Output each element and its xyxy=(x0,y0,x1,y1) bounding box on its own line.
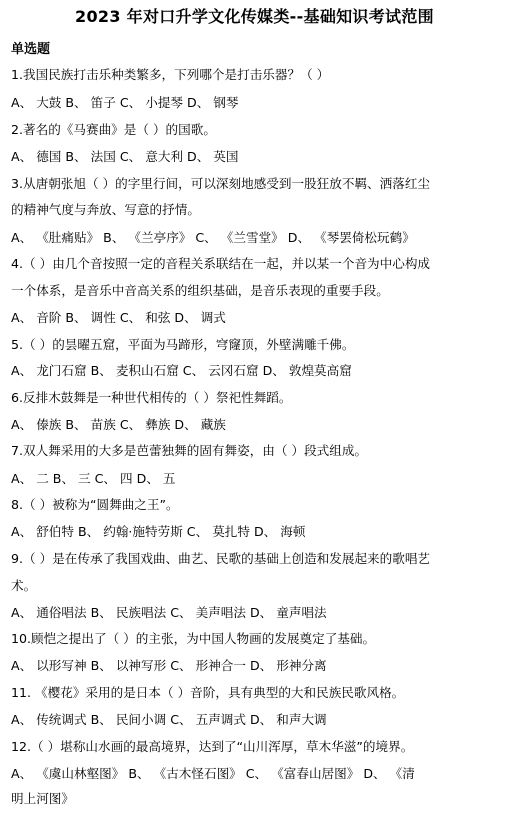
question-5-text: 5.（ ）的昙曜五窟，平面为马蹄形，穹窿顶，外壁满雕千佛。 xyxy=(11,337,355,352)
question-1-text: 1.我国民族打击乐种类繁多，下列哪个是打击乐器？（ ） xyxy=(11,67,330,82)
question-3-text-cont: 的精神气度与奔放、写意的抒情。 xyxy=(11,202,200,217)
question-3-text: 3.从唐朝张旭（ ）的字里行间，可以深刻地感受到一股狂放不羁、洒落红尘 xyxy=(11,176,431,191)
question-4-text: 4.（ ）由几个音按照一定的音程关系联结在一起，并以某一个音为中心构成 xyxy=(11,256,431,271)
question-10-text: 10.顾恺之提出了（ ）的主张，为中国人物画的发展奠定了基础。 xyxy=(11,631,376,646)
question-2-options: A、 德国 B、 法国 C、 意大利 D、 英国 xyxy=(11,149,239,164)
section-heading: 单选题 xyxy=(11,42,51,57)
question-5-options: A、 龙门石窟 B、 麦积山石窟 C、 云冈石窟 D、 敦煌莫高窟 xyxy=(11,363,352,378)
question-4-options: A、 音阶 B、 调性 C、 和弦 D、 调式 xyxy=(11,310,226,325)
question-6-options: A、 傣族 B、 苗族 C、 彝族 D、 藏族 xyxy=(11,417,226,432)
question-9-text: 9.（ ）是在传承了我国戏曲、曲艺、民歌的基础上创造和发展起来的歌唱艺 xyxy=(11,551,431,566)
question-4-text-cont: 一个体系，是音乐中音高关系的组织基础，是音乐表现的重要手段。 xyxy=(11,283,389,298)
question-9-options: A、 通俗唱法 B、 民族唱法 C、 美声唱法 D、 童声唱法 xyxy=(11,605,327,620)
question-7-options: A、 二 B、 三 C、 四 D、 五 xyxy=(11,471,176,486)
question-12-options: A、 《虞山林壑图》 B、 《古木怪石图》 C、 《富春山居图》 D、 《清 xyxy=(11,766,415,781)
question-3-options: A、 《肚痛贴》 B、 《兰亭序》 C、 《兰雪堂》 D、 《琴罢倚松玩鹤》 xyxy=(11,230,415,245)
question-1-options: A、 大鼓 B、 笛子 C、 小提琴 D、 钢琴 xyxy=(11,95,239,110)
question-2-text: 2.著名的《马赛曲》是（ ）的国歌。 xyxy=(11,122,216,137)
question-12-text: 12.（ ）堪称山水画的最高境界，达到了“山川浑厚，草木华滋”的境界。 xyxy=(11,739,414,754)
question-8-text: 8.（ ）被称为“圆舞曲之王”。 xyxy=(11,497,179,512)
question-10-options: A、 以形写神 B、 以神写形 C、 形神合一 D、 形神分离 xyxy=(11,658,327,673)
question-11-options: A、 传统调式 B、 民间小调 C、 五声调式 D、 和声大调 xyxy=(11,712,327,727)
question-7-text: 7.双人舞采用的大多是芭蕾独舞的固有舞姿，由（ ）段式组成。 xyxy=(11,443,368,458)
question-12-options-cont: 明上河图》 xyxy=(11,791,74,806)
document-title: 2023 年对口升学文化传媒类--基础知识考试范围 xyxy=(75,7,434,26)
question-11-text: 11. 《樱花》采用的是日本（ ）音阶，具有典型的大和民族民歌风格。 xyxy=(11,685,405,700)
question-6-text: 6.反排木鼓舞是一种世代相传的（ ）祭祀性舞蹈。 xyxy=(11,390,292,405)
question-9-text-cont: 术。 xyxy=(11,578,37,593)
question-8-options: A、 舒伯特 B、 约翰·施特劳斯 C、 莫扎特 D、 海顿 xyxy=(11,524,306,539)
